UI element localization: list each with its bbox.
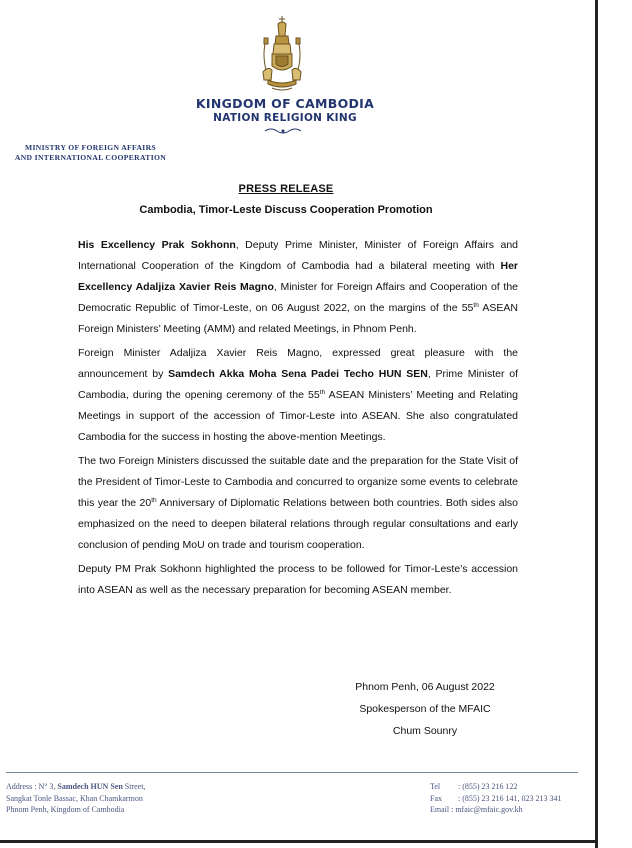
address-prefix: Address : N° 3, [6, 782, 58, 791]
address-suffix: Street, [122, 782, 146, 791]
contact-fax [430, 793, 562, 805]
ordinal-suffix: th [319, 389, 326, 396]
paragraph-1 [78, 235, 518, 340]
footer-divider [6, 772, 578, 773]
royal-coat-of-arms-icon [258, 14, 306, 94]
kingdom-title: KINGDOM OF CAMBODIA [195, 96, 375, 111]
paragraph-text: ASEAN Ministers’ Meeting and Relating Meetings in support of the accession of Timor-Leste into ASEAN. She also congratulated Cambodia for the success in hosting the above-mention Meetings. [78, 389, 518, 443]
address-line3: Phnom Penh, Kingdom of Cambodia [6, 805, 125, 814]
footer-contact [430, 781, 562, 816]
paragraph-text: , Deputy Prime Minister, Minister of Foreign Affairs and International Cooperation of the Kingdom of Cambodia had a bilateral meeting with [78, 239, 519, 272]
paragraph-text: ASEAN Foreign Ministers’ Meeting (AMM) and related Meetings, in Phnom Penh. [78, 302, 518, 335]
page-border-right [595, 0, 598, 848]
name-adaljiza-magno: Her Excellency Adaljiza Xavier Reis Magno [78, 260, 518, 293]
ministry-name-line1: MINISTRY OF FOREIGN AFFAIRS [24, 143, 157, 152]
ordinal-suffix: th [151, 497, 157, 504]
paragraph-2 [78, 343, 518, 448]
name-prak-sokhonn: His Excellency Prak Sokhonn [78, 239, 236, 251]
press-release-title: PRESS RELEASE [238, 183, 334, 195]
signature-name: Chum Sounry [392, 725, 458, 737]
paragraph-text: The two Foreign Ministers discussed the suitable date and the preparation for the State Visit of the President of Timor-Leste to Cambodia and concurred to organize some events to celebrate this year the 20 [78, 455, 518, 509]
paragraph-text: Anniversary of Diplomatic Relations between both countries. Both sides also emphasized on the need to deepen bilateral relations through regular consultations and early conclusion of pending MoU on trade and tourism cooperation. [78, 497, 518, 551]
signature-role: Spokesperson of the MFAIC [359, 703, 491, 715]
page-border-bottom [0, 840, 598, 843]
ornament-flourish-icon [263, 127, 303, 135]
press-release-subtitle: Cambodia, Timor-Leste Discuss Cooperation Promotion [139, 204, 433, 216]
address-line1 [6, 781, 145, 793]
footer-address [6, 781, 145, 816]
fax-label: Fax [430, 793, 442, 803]
contact-tel [430, 781, 562, 793]
tel-label: Tel [430, 782, 441, 791]
paragraph-4 [78, 559, 518, 601]
address-line2: Sangkat Tonle Bassac, Khan Chamkarmon [6, 793, 143, 803]
paragraph-text: , Minister for Foreign Affairs and Cooperation of the Democratic Republic of Timor-Leste, on 06 August 2022, on the margins of the 55 [78, 281, 518, 314]
contact-email[interactable]: Email : mfaic@mfaic.gov.kh [430, 805, 523, 814]
paragraph-3 [78, 451, 518, 556]
address-street-name: Samdech HUN Sen [57, 782, 123, 791]
tel-value: : (855) 23 216 122 [458, 782, 518, 791]
signature-place-date: Phnom Penh, 06 August 2022 [355, 681, 495, 693]
press-release-body [78, 235, 518, 604]
ordinal-suffix: th [473, 302, 479, 309]
paragraph-text: Deputy PM Prak Sokhonn highlighted the process to be followed for Timor-Leste’s accession into ASEAN as well as the necessary preparation for becoming ASEAN member. [78, 563, 518, 596]
fax-value: : (855) 23 216 141, 023 213 341 [458, 793, 562, 803]
national-motto: NATION RELIGION KING [213, 112, 357, 124]
paragraph-text: Foreign Minister Adaljiza Xavier Reis Magno, expressed great pleasure with the announcement by [78, 347, 518, 380]
ministry-name-line2: AND INTERNATIONAL COOPERATION [14, 153, 167, 162]
paragraph-text: , Prime Minister of Cambodia, during the opening ceremony of the 55 [78, 368, 518, 401]
name-hun-sen: Samdech Akka Moha Sena Padei Techo HUN SEN [168, 368, 428, 380]
